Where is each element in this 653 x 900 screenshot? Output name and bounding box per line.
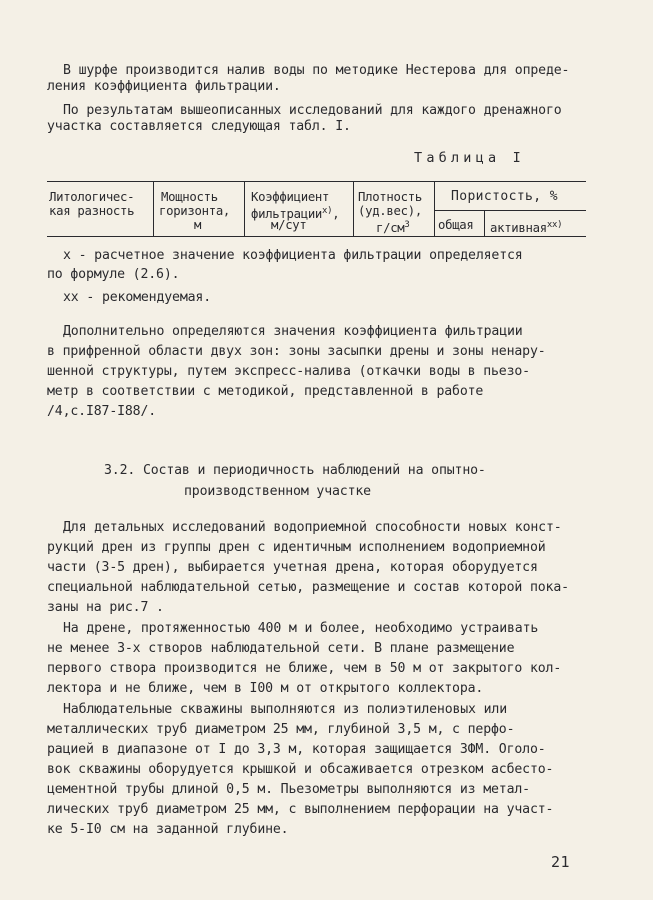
- header-porosity-active: активная$^{хх)}$: [490, 220, 563, 235]
- header-thickness-unit: м: [194, 218, 202, 232]
- para4-line-5: цементной трубы длиной 0,5 м. Пьезометры выполняются из метал-: [47, 782, 530, 797]
- note-line-2: по формуле (2.6).: [47, 267, 180, 282]
- para3-line-2: не менее 3-х створов наблюдательной сети. В плане размещение: [47, 641, 515, 656]
- para1-line-4: метр в соответствии с методикой, представленной в работе: [47, 384, 484, 399]
- table-col-divider-4: [434, 181, 435, 237]
- table-col-divider-2: [244, 181, 245, 237]
- note-line-1: х - расчетное значение коэффициента фильтрации определяется: [63, 248, 523, 263]
- para2-line-1: Для детальных исследований водоприемной способности новых конст-: [63, 520, 562, 535]
- para2-line-2: рукций дрен из группы дрен с идентичным исполнением водоприемной: [47, 540, 546, 555]
- para1-line-3: шенной структуры, путем экспресс-налива (откачки воды в пьезо-: [47, 364, 530, 379]
- section-heading-line-1: 3.2. Состав и периодичность наблюдений на опытно-: [104, 463, 486, 478]
- para1-line-2: в прифренной области двух зон: зоны засыпки дрены и зоны ненару-: [47, 344, 546, 359]
- header-filtration-2: фильтрации$^{х)}$,: [251, 206, 340, 221]
- header-porosity: Пористость, %: [451, 189, 558, 204]
- table-bottom-rule: [47, 236, 586, 237]
- para2-line-4: специальной наблюдательной сетью, размещение и состав которой пока-: [47, 580, 569, 595]
- data-table: [47, 181, 586, 237]
- intro-line-1: В шурфе производится налив воды по методике Нестерова для опреде-: [63, 63, 570, 78]
- footnote-mark-xx: хх): [546, 220, 563, 230]
- table-caption: Таблица I: [414, 150, 525, 166]
- table-col-divider-3: [353, 181, 354, 237]
- para4-line-1: Наблюдательные скважины выполняются из полиэтиленовых или: [63, 702, 508, 717]
- table-mid-rule: [434, 210, 586, 211]
- section-heading-line-2: производственном участке: [184, 484, 371, 499]
- header-thickness-1: Мощность: [161, 190, 218, 204]
- para4-line-3: рацией в диапазоне от I до 3,3 м, которая защищается ЗФМ. Оголо-: [47, 742, 546, 757]
- para4-line-6: лических труб диаметром 25 мм, с выполнением перфорации на участ-: [47, 802, 554, 817]
- para3-line-3: первого створа производится не ближе, чем в 50 м от закрытого кол-: [47, 661, 562, 676]
- unit-exponent: 3: [404, 220, 410, 230]
- intro-line-3: По результатам вышеописанных исследований для каждого дренажного: [63, 103, 562, 118]
- para4-line-7: ке 5-I0 см на заданной глубине.: [47, 822, 289, 837]
- table-col-divider-5: [484, 210, 485, 237]
- footnote-mark-x: х): [322, 206, 333, 216]
- header-porosity-total: общая: [438, 218, 474, 232]
- header-filtration-1: Коэффициент: [251, 190, 330, 204]
- header-thickness-2: горизонта,: [159, 204, 231, 218]
- intro-line-2: ления коэффициента фильтрации.: [47, 79, 281, 94]
- para1-line-1: Дополнительно определяются значения коэффициента фильтрации: [63, 324, 523, 339]
- para3-line-4: лектора и не ближе, чем в I00 м от открытого коллектора.: [47, 681, 484, 696]
- header-lithology-2: кая разность: [49, 204, 135, 218]
- page-number: 21: [551, 853, 571, 871]
- para4-line-2: металлических труб диаметром 25 мм, глубиной 3,5 м, с перфо-: [47, 722, 515, 737]
- para2-line-3: части (3-5 дрен), выбирается учетная дрена, которая оборудуется: [47, 560, 538, 575]
- para3-line-1: На дрене, протяженностью 400 м и более, необходимо устраивать: [63, 621, 539, 636]
- header-lithology-1: Литологичес-: [49, 190, 135, 204]
- table-top-rule: [47, 181, 586, 182]
- para1-line-5: /4,с.I87-I88/.: [47, 404, 157, 419]
- header-density-1: Плотность: [358, 190, 422, 204]
- intro-line-4: участка составляется следующая табл. I.: [47, 119, 351, 134]
- para4-line-4: вок скважины оборудуется крышкой и обсаживается отрезком асбесто-: [47, 762, 554, 777]
- para2-line-5: заны на рис.7 .: [47, 600, 164, 615]
- note-line-3: хх - рекомендуемая.: [63, 290, 212, 305]
- header-density-unit: $г/см^3$: [376, 220, 410, 235]
- header-filtration-unit: м/сут: [271, 218, 307, 232]
- table-col-divider-1: [153, 181, 154, 237]
- header-density-2: (уд.вес),: [358, 204, 422, 218]
